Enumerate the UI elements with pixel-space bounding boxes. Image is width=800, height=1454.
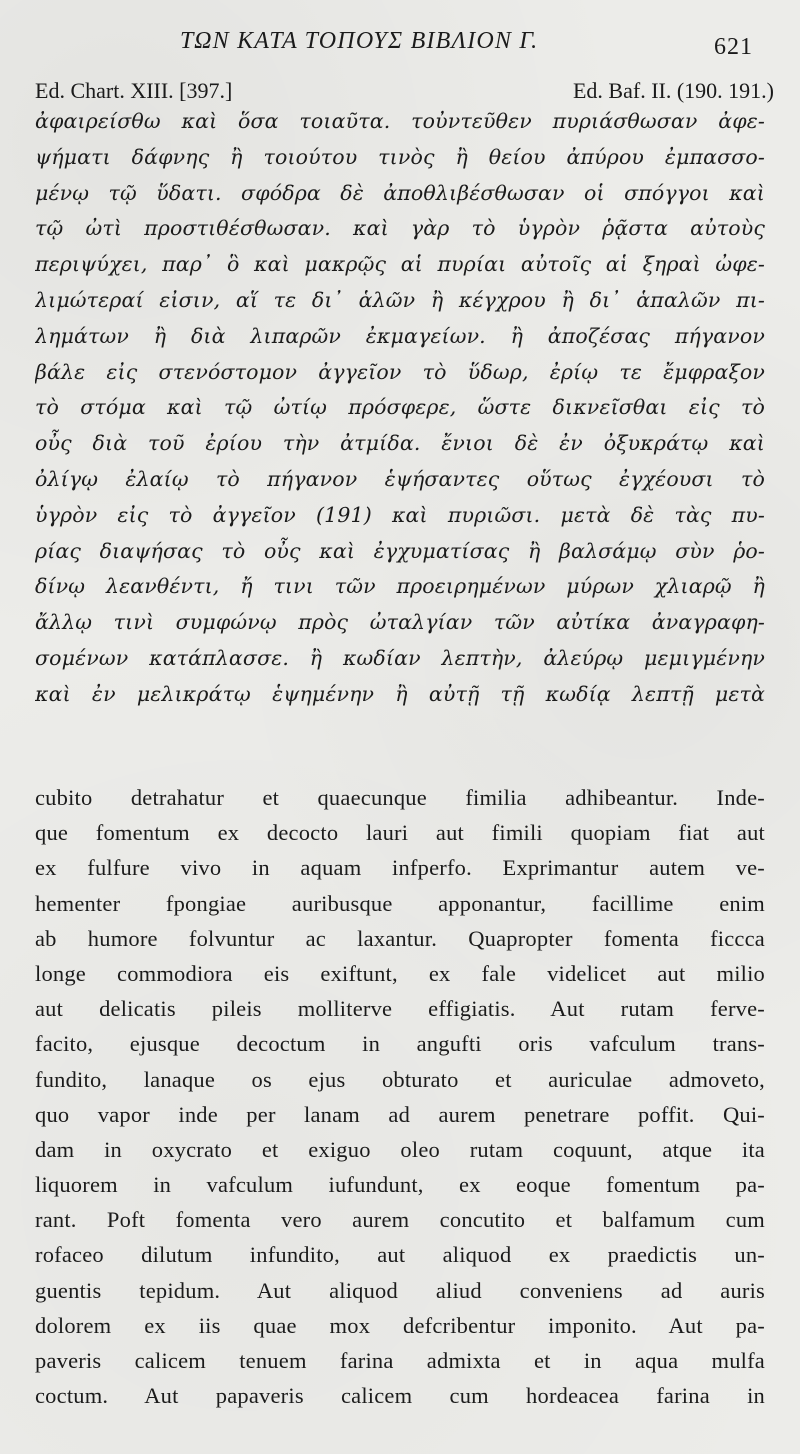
greek-text-line: βάλε εἰς στενόστομον ἀγγεῖον τὸ ὕδωρ, ἐρίῳ τε ἔμφραξον — [35, 359, 765, 384]
greek-text-line: καὶ ἐν μελικράτῳ ἑψημένην ἢ αὐτῇ τῇ κωδίᾳ λεπτῇ μετὰ — [35, 681, 765, 706]
greek-text-block — [35, 104, 765, 713]
greek-text-line: λημάτων ἢ διὰ λιπαρῶν ἐκμαγείων. ἢ ἀποζέσας πήγανον — [35, 323, 765, 348]
latin-text-line: cubito detrahatur et quaecunque fimilia adhibeantur. Inde- — [35, 785, 765, 810]
greek-text-line: ρίας διαψήσας τὸ οὖς καὶ ἐγχυματίσας ἢ βαλσάμῳ σὺν ῥο- — [35, 538, 765, 563]
running-title: ΤΩΝ ΚΑΤΑ ΤΟΠΟΥΣ ΒΙΒΛΙΟΝ Γ. — [180, 28, 539, 54]
greek-text-line: λιμώτεραί εἰσιν, αἵ τε δι᾿ ἁλῶν ἢ κέγχρου ἢ δι᾿ ἁπαλῶν πι- — [35, 287, 765, 312]
greek-text-line: σομένων κατάπλασσε. ἢ κωδίαν λεπτὴν, ἀλεύρῳ μεμιγμένην — [35, 645, 765, 670]
page-number: 621 — [714, 34, 753, 60]
latin-text-line: que fomentum ex decocto lauri aut fimili quopiam fiat aut — [35, 820, 765, 846]
latin-text-line: quo vapor inde per lanam ad aurem penetrare poffit. Qui- — [35, 1101, 765, 1127]
latin-text-line: coctum. Aut papaveris calicem cum hordeacea farina in — [35, 1383, 765, 1409]
latin-text-line: liquorem in vafculum iufundunt, ex eoque fomentum pa- — [35, 1172, 765, 1198]
edition-reference-left: Ed. Chart. XIII. [397.] — [35, 78, 233, 103]
greek-text-line: ἄλλῳ τινὶ συμφώνῳ πρὸς ὠταλγίαν τῶν αὐτίκα ἀναγραφη- — [35, 610, 765, 635]
latin-text-line: guentis tepidum. Aut aliquod aliud conveniens ad auris — [35, 1277, 765, 1303]
latin-text-line: hementer fpongiae auribusque apponantur, facillime enim — [35, 890, 765, 916]
latin-text-line: paveris calicem tenuem farina admixta et in aqua mulfa — [35, 1348, 765, 1373]
greek-text-line: δίνῳ λεανθέντι, ἤ τινι τῶν προειρημένων μύρων χλιαρῷ ἢ — [35, 574, 765, 599]
greek-text-line: ἀφαιρείσθω καὶ ὅσα τοιαῦτα. τοὐντεῦθεν πυριάσθωσαν ἀφε- — [35, 109, 765, 133]
greek-text-line: περιψύχει, παρ᾿ ὃ καὶ μακρῷς αἱ πυρίαι αὐτοῖς αἱ ξηραὶ ὠφε- — [35, 252, 765, 277]
greek-text-line: οὖς διὰ τοῦ ἐρίου τὴν ἀτμίδα. ἔνιοι δὲ ἐν ὀξυκράτῳ καὶ — [35, 431, 765, 456]
latin-text-line: ab humore folvuntur ac laxantur. Quapropter fomenta ficcca — [35, 925, 765, 951]
latin-text-block — [35, 780, 765, 1413]
latin-text-line: longe commodiora eis exiftunt, ex fale videlicet aut milio — [35, 960, 765, 986]
latin-text-line: aut delicatis pileis molliterve effigiatis. Aut rutam ferve- — [35, 996, 765, 1022]
greek-text-line: ὀλίγῳ ἐλαίῳ τὸ πήγανον ἑψήσαντες οὕτως ἐγχέουσι τὸ — [35, 466, 765, 491]
edition-reference-right: Ed. Baf. II. (190. 191.) — [572, 78, 774, 103]
greek-text-line: τὸ στόμα καὶ τῷ ὠτίῳ πρόσφερε, ὥστε δικνεῖσθαι εἰς τὸ — [35, 395, 765, 420]
latin-text-line: ex fulfure vivo in aquam infperfo. Exprimantur autem ve- — [35, 855, 765, 881]
latin-text-line: dolorem ex iis quae mox defcribentur imponito. Aut pa- — [35, 1312, 765, 1338]
latin-text-line: facito, ejusque decoctum in angufti oris vafculum trans- — [35, 1031, 765, 1057]
latin-text-line: rant. Poft fomenta vero aurem concutito et balfamum cum — [35, 1207, 765, 1233]
greek-text-line: ψήματι δάφνης ἢ τοιούτου τινὸς ἢ θείου ἀπύρου ἐμπασσο- — [35, 144, 765, 169]
greek-text-line: ὑγρὸν εἰς τὸ ἀγγεῖον (191) καὶ πυριῶσι. μετὰ δὲ τὰς πυ- — [35, 502, 765, 527]
greek-text-line: τῷ ὠτὶ προστιθέσθωσαν. καὶ γὰρ τὸ ὑγρὸν ῥᾷστα αὐτοὺς — [35, 216, 765, 241]
latin-text-line: fundito, lanaque os ejus obturato et auriculae admoveto, — [35, 1066, 765, 1092]
latin-text-line: dam in oxycrato et exiguo oleo rutam coquunt, atque ita — [35, 1136, 765, 1162]
latin-text-line: rofaceo dilutum infundito, aut aliquod ex praedictis un- — [35, 1242, 765, 1268]
greek-text-line: μένῳ τῷ ὕδατι. σφόδρα δὲ ἀποθλιβέσθωσαν οἱ σπόγγοι καὶ — [35, 180, 765, 205]
